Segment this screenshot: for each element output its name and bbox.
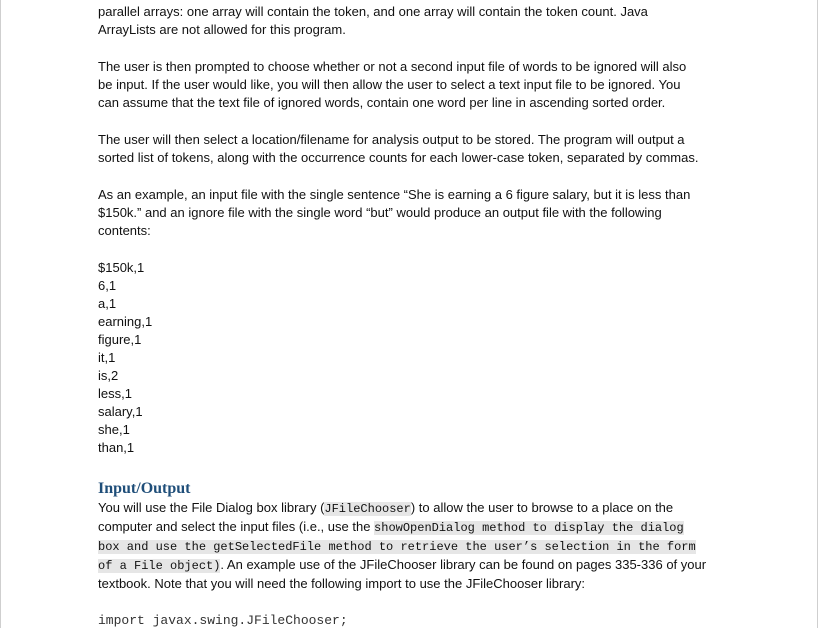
- list-item: it,1: [98, 350, 116, 365]
- list-item: salary,1: [98, 404, 143, 419]
- list-item: 6,1: [98, 278, 117, 293]
- document-content: [98, 3, 758, 630]
- text-line: ArrayLists are not allowed for this program.: [98, 22, 346, 37]
- text-line: contents:: [98, 223, 151, 238]
- inline-code: method to display the dialog: [474, 521, 684, 535]
- list-item: is,2: [98, 368, 119, 383]
- paragraph-input-output: [98, 499, 758, 593]
- list-item: earning,1: [98, 314, 153, 329]
- text-line: parallel arrays: one array will contain the token, and one array will contain the token count. Java: [98, 4, 648, 19]
- text-segment: computer and select the input files (i.e., use the: [98, 519, 375, 534]
- list-item: than,1: [98, 440, 135, 455]
- example-output-list: [98, 259, 758, 457]
- list-item: she,1: [98, 422, 130, 437]
- text-segment: You will use the File Dialog box library (: [98, 500, 325, 515]
- text-line: be input. If the user would like, you will then allow the user to select a text input file to be ignored. You: [98, 77, 681, 92]
- list-item: a,1: [98, 296, 117, 311]
- text-line: The user will then select a location/filename for analysis output to be stored. The program will output a: [98, 132, 685, 147]
- inline-code: box and use the getSelectedFile method to retrieve the user’s selection in the form: [98, 540, 696, 554]
- paragraph-parallel-arrays: [98, 3, 758, 39]
- import-statement: import javax.swing.JFileChooser;: [98, 613, 348, 628]
- list-item: figure,1: [98, 332, 142, 347]
- text-segment: textbook. Note that you will need the following import to use the JFileChooser library:: [98, 576, 586, 591]
- text-segment: ) to allow the user to browse to a place on the: [410, 500, 674, 515]
- text-line: As an example, an input file with the single sentence “She is earning a 6 figure salary, but it is less than: [98, 187, 691, 202]
- text-segment: . An example use of the JFileChooser library can be found on pages 335-336 of your: [220, 557, 707, 572]
- inline-code: JFileChooser: [324, 502, 411, 516]
- list-item: less,1: [98, 386, 132, 401]
- paragraph-output-location: [98, 131, 758, 167]
- inline-code: showOpenDialog: [374, 521, 475, 535]
- text-line: can assume that the text file of ignored words, contain one word per line in ascending sorted order.: [98, 95, 666, 110]
- paragraph-ignore-file: [98, 58, 758, 112]
- text-line: $150k.” and an ignore file with the single word “but” would produce an output file with the following: [98, 205, 662, 220]
- text-line: The user is then prompted to choose whether or not a second input file of words to be ignored will also: [98, 59, 687, 74]
- text-line: sorted list of tokens, along with the occurrence counts for each lower-case token, separated by commas.: [98, 150, 699, 165]
- list-item: $150k,1: [98, 260, 145, 275]
- paragraph-example: [98, 186, 758, 240]
- section-heading: Input/Output: [98, 480, 191, 497]
- inline-code: of a File object): [98, 559, 221, 573]
